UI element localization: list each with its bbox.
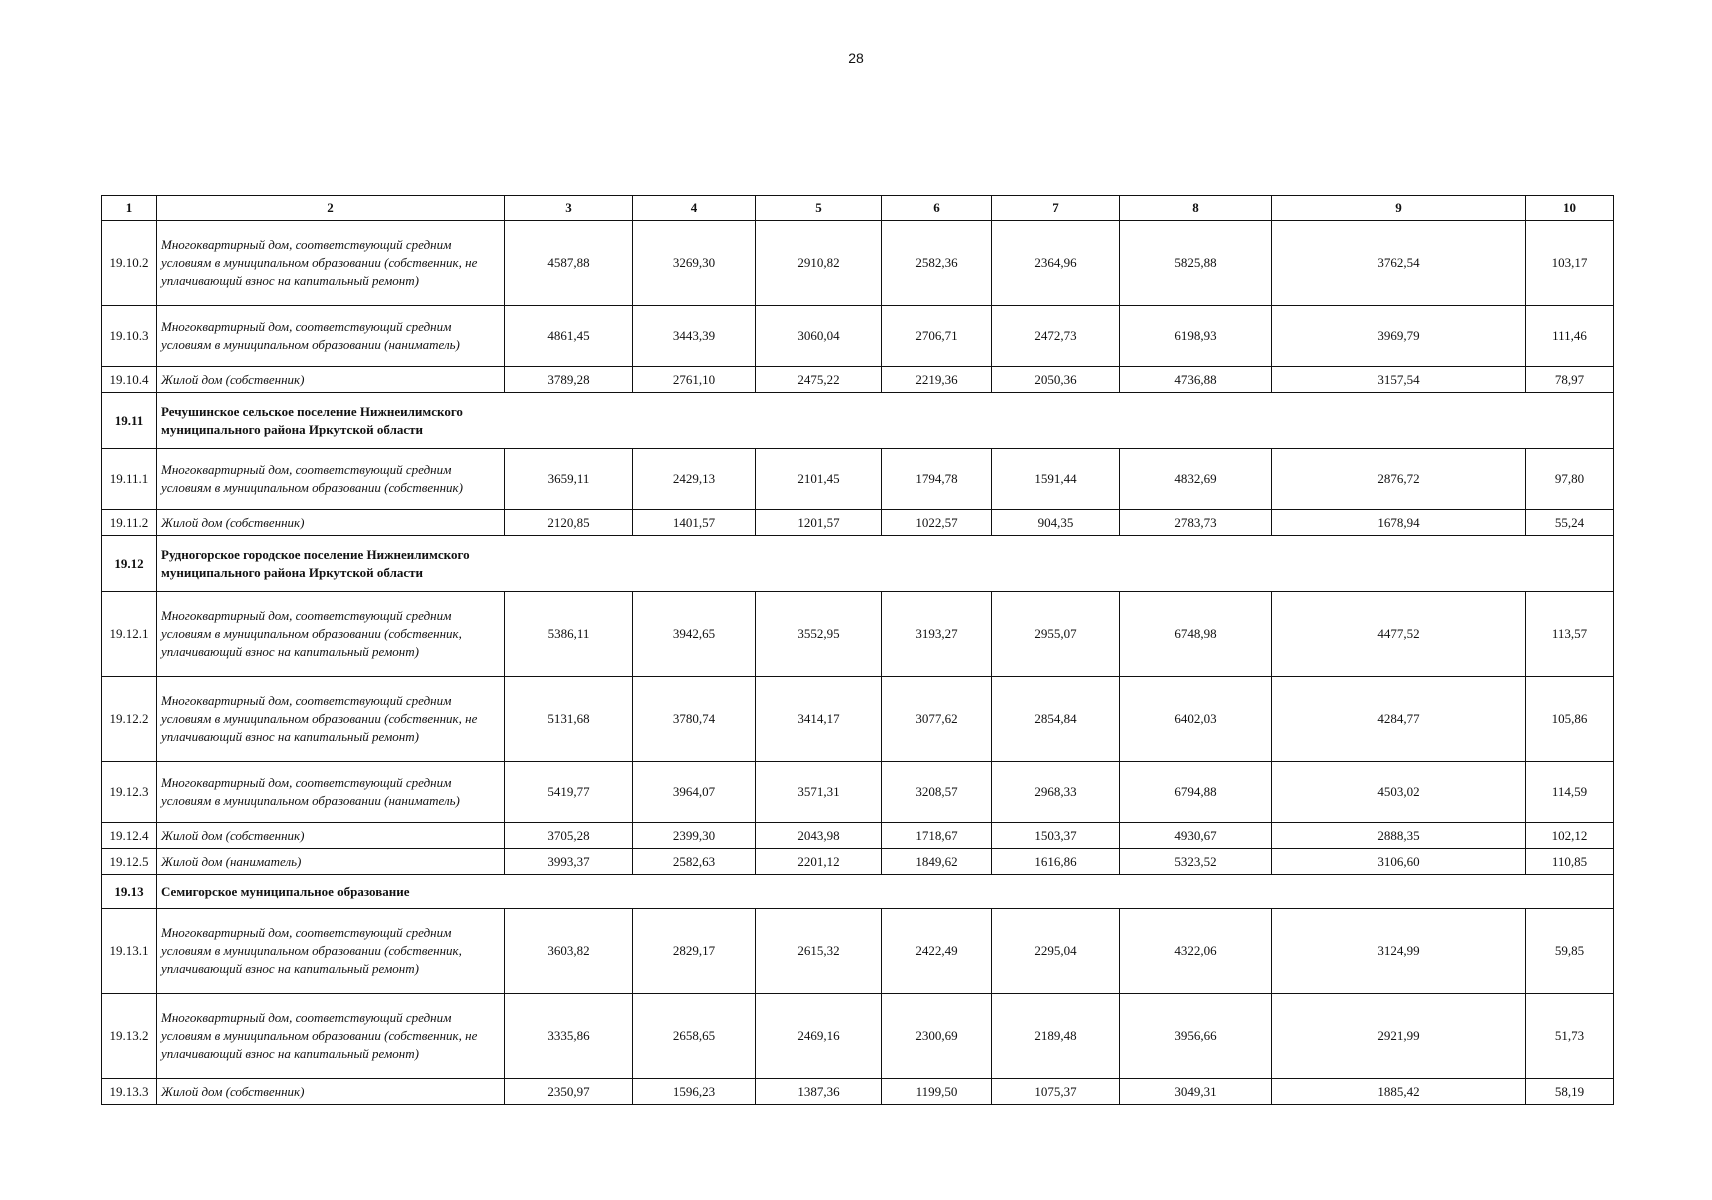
value-cell: 2582,63 — [633, 849, 756, 875]
value-cell: 103,17 — [1526, 221, 1614, 306]
table-row — [102, 994, 1614, 1079]
value-cell: 5825,88 — [1120, 221, 1272, 306]
section-name — [157, 875, 1614, 909]
section-name — [157, 393, 1614, 449]
value-cell: 111,46 — [1526, 306, 1614, 367]
column-header: 1 — [102, 196, 157, 221]
section-name-text: Семигорское муниципальное образование — [161, 883, 410, 899]
value-cell: 1022,57 — [882, 510, 992, 536]
column-header: 5 — [756, 196, 882, 221]
value-cell: 3208,57 — [882, 762, 992, 823]
value-cell: 6748,98 — [1120, 592, 1272, 677]
value-cell: 2921,99 — [1272, 994, 1526, 1079]
value-cell: 2201,12 — [756, 849, 882, 875]
row-description: Многоквартирный дом, соответствующий средним условиям в муниципальном образовании (собственник) — [157, 449, 505, 510]
value-cell: 59,85 — [1526, 909, 1614, 994]
value-cell: 6794,88 — [1120, 762, 1272, 823]
row-description: Многоквартирный дом, соответствующий средним условиям в муниципальном образовании (наниматель) — [157, 306, 505, 367]
column-header: 8 — [1120, 196, 1272, 221]
value-cell: 4322,06 — [1120, 909, 1272, 994]
section-code: 19.12 — [102, 536, 157, 592]
value-cell: 2120,85 — [505, 510, 633, 536]
value-cell: 3106,60 — [1272, 849, 1526, 875]
value-cell: 4930,67 — [1120, 823, 1272, 849]
row-description: Многоквартирный дом, соответствующий средним условиям в муниципальном образовании (наниматель) — [157, 762, 505, 823]
value-cell: 3969,79 — [1272, 306, 1526, 367]
row-description: Многоквартирный дом, соответствующий средним условиям в муниципальном образовании (собственник, не уплачивающий взнос на капитальный ремонт) — [157, 221, 505, 306]
value-cell: 110,85 — [1526, 849, 1614, 875]
value-cell: 1503,37 — [992, 823, 1120, 849]
value-cell: 1075,37 — [992, 1079, 1120, 1105]
value-cell: 2658,65 — [633, 994, 756, 1079]
section-name-text: Рудногорское городское поселение Нижнеилимского муниципального района Иркутской области — [161, 546, 470, 580]
table-row — [102, 449, 1614, 510]
value-cell: 102,12 — [1526, 823, 1614, 849]
value-cell: 2399,30 — [633, 823, 756, 849]
value-cell: 3705,28 — [505, 823, 633, 849]
value-cell: 2429,13 — [633, 449, 756, 510]
value-cell: 3049,31 — [1120, 1079, 1272, 1105]
value-cell: 2475,22 — [756, 367, 882, 393]
value-cell: 114,59 — [1526, 762, 1614, 823]
value-cell: 2295,04 — [992, 909, 1120, 994]
value-cell: 51,73 — [1526, 994, 1614, 1079]
row-description: Жилой дом (собственник) — [157, 1079, 505, 1105]
value-cell: 5386,11 — [505, 592, 633, 677]
value-cell: 1794,78 — [882, 449, 992, 510]
value-cell: 2364,96 — [992, 221, 1120, 306]
column-header: 9 — [1272, 196, 1526, 221]
value-cell: 97,80 — [1526, 449, 1614, 510]
value-cell: 3762,54 — [1272, 221, 1526, 306]
value-cell: 1387,36 — [756, 1079, 882, 1105]
row-description: Жилой дом (собственник) — [157, 823, 505, 849]
table-row — [102, 677, 1614, 762]
table-row — [102, 762, 1614, 823]
value-cell: 5131,68 — [505, 677, 633, 762]
table-row — [102, 592, 1614, 677]
value-cell: 1401,57 — [633, 510, 756, 536]
value-cell: 2043,98 — [756, 823, 882, 849]
tariff-table — [101, 195, 1614, 1105]
value-cell: 1678,94 — [1272, 510, 1526, 536]
row-code: 19.10.2 — [102, 221, 157, 306]
row-code: 19.11.2 — [102, 510, 157, 536]
table-row — [102, 306, 1614, 367]
value-cell: 5419,77 — [505, 762, 633, 823]
value-cell: 2829,17 — [633, 909, 756, 994]
value-cell: 6198,93 — [1120, 306, 1272, 367]
value-cell: 4477,52 — [1272, 592, 1526, 677]
value-cell: 3077,62 — [882, 677, 992, 762]
section-row — [102, 875, 1614, 909]
value-cell: 4284,77 — [1272, 677, 1526, 762]
row-code: 19.10.4 — [102, 367, 157, 393]
table-row — [102, 823, 1614, 849]
section-code: 19.11 — [102, 393, 157, 449]
section-row — [102, 393, 1614, 449]
value-cell: 2472,73 — [992, 306, 1120, 367]
value-cell: 3269,30 — [633, 221, 756, 306]
value-cell: 2300,69 — [882, 994, 992, 1079]
value-cell: 1718,67 — [882, 823, 992, 849]
value-cell: 3443,39 — [633, 306, 756, 367]
value-cell: 2101,45 — [756, 449, 882, 510]
value-cell: 904,35 — [992, 510, 1120, 536]
value-cell: 5323,52 — [1120, 849, 1272, 875]
section-code: 19.13 — [102, 875, 157, 909]
value-cell: 2422,49 — [882, 909, 992, 994]
value-cell: 3414,17 — [756, 677, 882, 762]
value-cell: 3124,99 — [1272, 909, 1526, 994]
value-cell: 3060,04 — [756, 306, 882, 367]
row-description: Многоквартирный дом, соответствующий средним условиям в муниципальном образовании (собственник, не уплачивающий взнос на капитальный ремонт) — [157, 994, 505, 1079]
row-description: Жилой дом (наниматель) — [157, 849, 505, 875]
value-cell: 3780,74 — [633, 677, 756, 762]
value-cell: 3193,27 — [882, 592, 992, 677]
row-code: 19.12.1 — [102, 592, 157, 677]
value-cell: 3942,65 — [633, 592, 756, 677]
value-cell: 2955,07 — [992, 592, 1120, 677]
value-cell: 2189,48 — [992, 994, 1120, 1079]
table-row — [102, 909, 1614, 994]
value-cell: 2854,84 — [992, 677, 1120, 762]
value-cell: 4503,02 — [1272, 762, 1526, 823]
value-cell: 4736,88 — [1120, 367, 1272, 393]
value-cell: 3659,11 — [505, 449, 633, 510]
column-header: 3 — [505, 196, 633, 221]
value-cell: 1849,62 — [882, 849, 992, 875]
column-header: 2 — [157, 196, 505, 221]
value-cell: 2968,33 — [992, 762, 1120, 823]
row-description: Многоквартирный дом, соответствующий средним условиям в муниципальном образовании (собственник, не уплачивающий взнос на капитальный ремонт) — [157, 677, 505, 762]
section-name — [157, 536, 1614, 592]
value-cell: 3956,66 — [1120, 994, 1272, 1079]
row-code: 19.12.4 — [102, 823, 157, 849]
table-row — [102, 221, 1614, 306]
value-cell: 1885,42 — [1272, 1079, 1526, 1105]
table-row — [102, 510, 1614, 536]
value-cell: 2219,36 — [882, 367, 992, 393]
value-cell: 2876,72 — [1272, 449, 1526, 510]
value-cell: 4861,45 — [505, 306, 633, 367]
value-cell: 1616,86 — [992, 849, 1120, 875]
row-code: 19.12.3 — [102, 762, 157, 823]
page-number: 28 — [848, 50, 864, 66]
value-cell: 2350,97 — [505, 1079, 633, 1105]
value-cell: 6402,03 — [1120, 677, 1272, 762]
row-code: 19.12.2 — [102, 677, 157, 762]
value-cell: 3964,07 — [633, 762, 756, 823]
value-cell: 3993,37 — [505, 849, 633, 875]
row-description: Жилой дом (собственник) — [157, 510, 505, 536]
value-cell: 113,57 — [1526, 592, 1614, 677]
value-cell: 1591,44 — [992, 449, 1120, 510]
value-cell: 3789,28 — [505, 367, 633, 393]
value-cell: 1199,50 — [882, 1079, 992, 1105]
row-code: 19.12.5 — [102, 849, 157, 875]
row-code: 19.13.2 — [102, 994, 157, 1079]
row-code: 19.13.3 — [102, 1079, 157, 1105]
value-cell: 3157,54 — [1272, 367, 1526, 393]
value-cell: 55,24 — [1526, 510, 1614, 536]
value-cell: 3603,82 — [505, 909, 633, 994]
row-code: 19.13.1 — [102, 909, 157, 994]
value-cell: 4587,88 — [505, 221, 633, 306]
value-cell: 2910,82 — [756, 221, 882, 306]
value-cell: 1596,23 — [633, 1079, 756, 1105]
row-description: Жилой дом (собственник) — [157, 367, 505, 393]
table-row — [102, 849, 1614, 875]
value-cell: 2050,36 — [992, 367, 1120, 393]
value-cell: 105,86 — [1526, 677, 1614, 762]
value-cell: 2888,35 — [1272, 823, 1526, 849]
column-number-row — [102, 196, 1614, 221]
value-cell: 2615,32 — [756, 909, 882, 994]
value-cell: 3552,95 — [756, 592, 882, 677]
value-cell: 3335,86 — [505, 994, 633, 1079]
column-header: 10 — [1526, 196, 1614, 221]
value-cell: 2706,71 — [882, 306, 992, 367]
section-name-text: Речушинское сельское поселение Нижнеилимского муниципального района Иркутской области — [161, 403, 463, 437]
value-cell: 3571,31 — [756, 762, 882, 823]
column-header: 7 — [992, 196, 1120, 221]
row-description: Многоквартирный дом, соответствующий средним условиям в муниципальном образовании (собственник, уплачивающий взнос на капитальный ремонт) — [157, 592, 505, 677]
table-body — [102, 221, 1614, 1105]
row-code: 19.11.1 — [102, 449, 157, 510]
value-cell: 78,97 — [1526, 367, 1614, 393]
value-cell: 4832,69 — [1120, 449, 1272, 510]
column-header: 4 — [633, 196, 756, 221]
value-cell: 2582,36 — [882, 221, 992, 306]
column-header: 6 — [882, 196, 992, 221]
row-code: 19.10.3 — [102, 306, 157, 367]
section-row — [102, 536, 1614, 592]
table-row — [102, 367, 1614, 393]
value-cell: 2469,16 — [756, 994, 882, 1079]
value-cell: 58,19 — [1526, 1079, 1614, 1105]
value-cell: 2783,73 — [1120, 510, 1272, 536]
value-cell: 2761,10 — [633, 367, 756, 393]
value-cell: 1201,57 — [756, 510, 882, 536]
row-description: Многоквартирный дом, соответствующий средним условиям в муниципальном образовании (собственник, уплачивающий взнос на капитальный ремонт) — [157, 909, 505, 994]
table-row — [102, 1079, 1614, 1105]
